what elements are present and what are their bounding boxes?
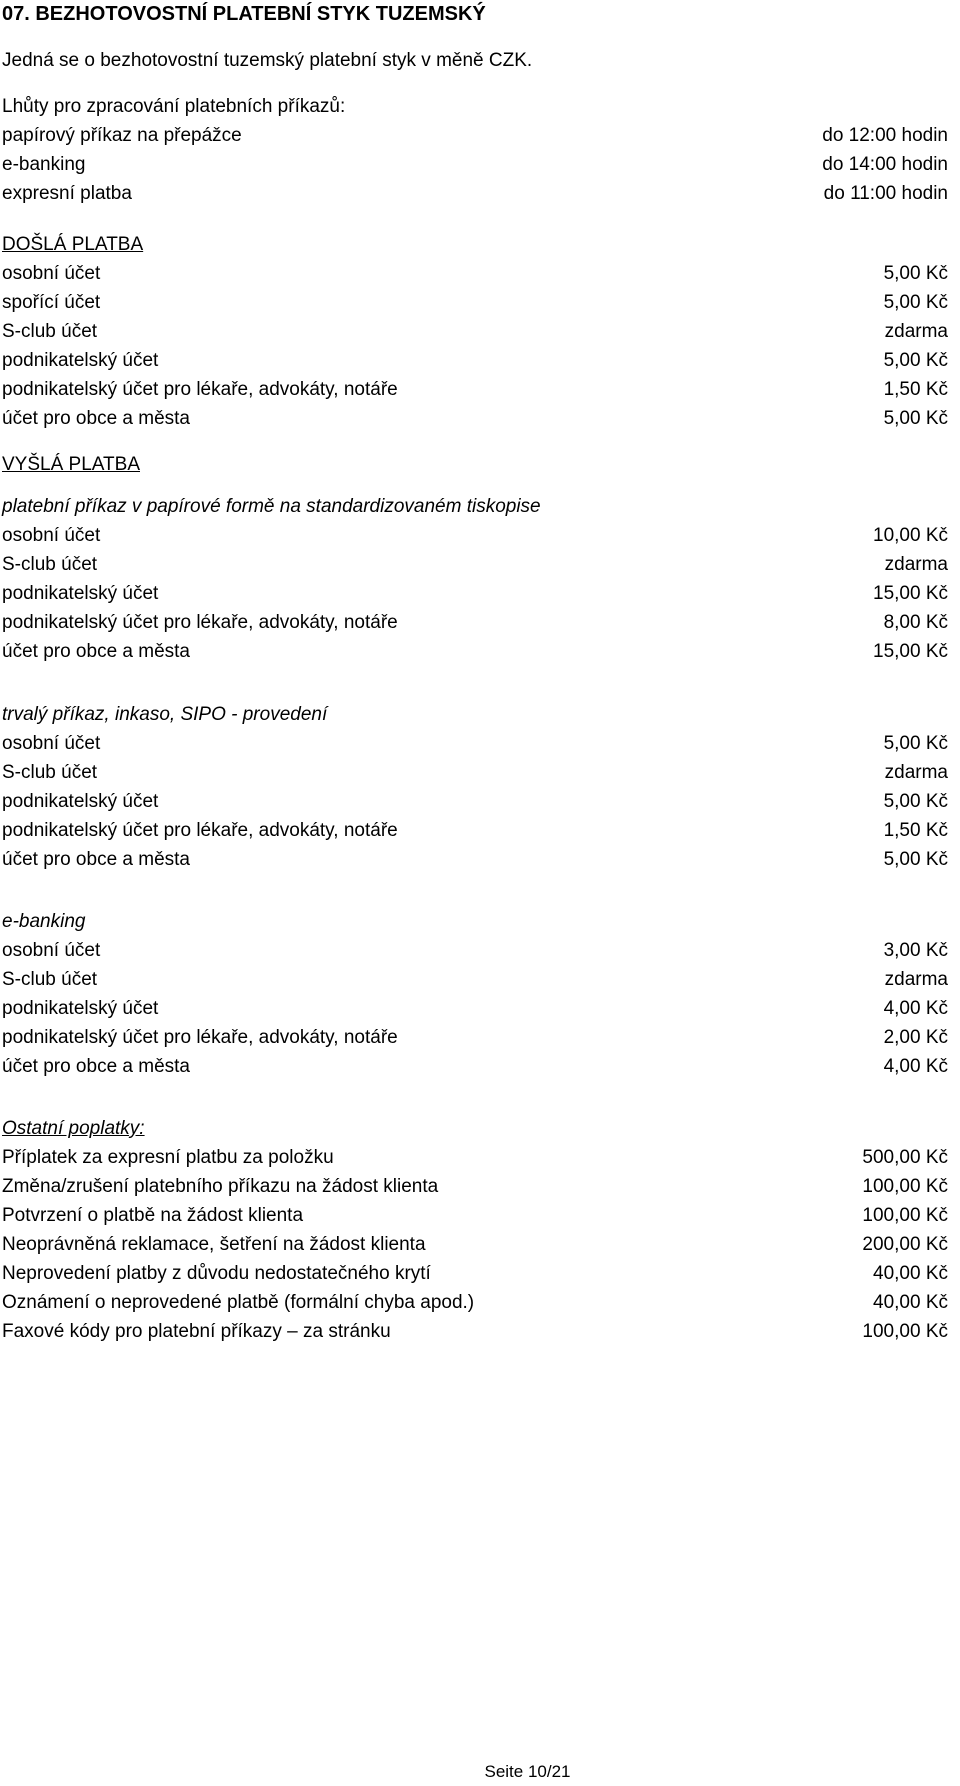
deadline-row: [2, 179, 948, 208]
fee-value: 5,00 Kč: [883, 350, 948, 371]
page-number-text: Seite 10/21: [484, 1762, 571, 1781]
fee-label: Neprovedení platby z důvodu nedostatečného krytí: [2, 1263, 431, 1284]
fee-row: [2, 346, 948, 375]
deadline-value: do 11:00 hodin: [823, 183, 948, 204]
fee-row: [2, 729, 948, 758]
fee-label: osobní účet: [2, 733, 101, 754]
fee-label: S-club účet: [2, 321, 98, 342]
outgoing-block: [2, 450, 948, 479]
page-number: [0, 1762, 960, 1782]
fee-label: podnikatelský účet: [2, 583, 159, 604]
deadline-value: do 12:00 hodin: [822, 125, 948, 146]
fee-value: 40,00 Kč: [873, 1263, 948, 1284]
fee-value: zdarma: [884, 969, 948, 990]
fee-label: podnikatelský účet pro lékaře, advokáty, notáře: [2, 1027, 398, 1048]
ebanking-heading: e-banking: [2, 911, 86, 932]
fee-row: [2, 845, 948, 874]
fee-row: [2, 936, 948, 965]
fee-value: 2,00 Kč: [883, 1027, 948, 1048]
outgoing-heading: VYŠLÁ PLATBA: [2, 454, 140, 475]
fee-value: 5,00 Kč: [883, 791, 948, 812]
other-fees-heading: Ostatní poplatky:: [2, 1118, 145, 1139]
fee-label: podnikatelský účet: [2, 791, 159, 812]
fee-label: podnikatelský účet: [2, 350, 159, 371]
fee-value: 4,00 Kč: [883, 1056, 948, 1077]
fee-label: Oznámení o neprovedené platbě (formální chyba apod.): [2, 1292, 475, 1313]
fee-value: 1,50 Kč: [883, 820, 948, 841]
paper-order-heading: platební příkaz v papírové formě na standardizovaném tiskopise: [2, 496, 541, 517]
fee-value: 5,00 Kč: [883, 408, 948, 429]
other-fees-block: [2, 1114, 948, 1346]
fee-label: S-club účet: [2, 554, 98, 575]
fee-row: [2, 317, 948, 346]
fee-row: [2, 637, 948, 666]
fee-row: [2, 579, 948, 608]
fee-label: Neoprávněná reklamace, šetření na žádost klienta: [2, 1234, 426, 1255]
fee-row: [2, 375, 948, 404]
fee-label: podnikatelský účet pro lékaře, advokáty, notáře: [2, 820, 398, 841]
fee-value: 3,00 Kč: [883, 940, 948, 961]
fee-row: [2, 608, 948, 637]
fee-label: osobní účet: [2, 940, 101, 961]
fee-row: [2, 1201, 948, 1230]
fee-value: 15,00 Kč: [873, 583, 948, 604]
fee-value: 5,00 Kč: [883, 263, 948, 284]
fee-label: Změna/zrušení platebního příkazu na žádost klienta: [2, 1176, 439, 1197]
fee-row: [2, 758, 948, 787]
fee-label: účet pro obce a města: [2, 1056, 190, 1077]
fee-label: účet pro obce a města: [2, 408, 190, 429]
deadline-value: do 14:00 hodin: [822, 154, 948, 175]
fee-label: spořící účet: [2, 292, 101, 313]
fee-row: [2, 1288, 948, 1317]
fee-row: [2, 787, 948, 816]
fee-row: [2, 816, 948, 845]
fee-row: [2, 404, 948, 433]
fee-row: [2, 994, 948, 1023]
fee-label: Faxové kódy pro platební příkazy – za stránku: [2, 1321, 391, 1342]
ebanking-block: [2, 907, 948, 1081]
fee-row: [2, 965, 948, 994]
fee-row: [2, 288, 948, 317]
fee-value: zdarma: [884, 554, 948, 575]
fee-value: 500,00 Kč: [862, 1147, 948, 1168]
fee-value: 8,00 Kč: [883, 612, 948, 633]
fee-label: podnikatelský účet pro lékaře, advokáty, notáře: [2, 379, 398, 400]
intro-text: Jedná se o bezhotovostní tuzemský platební styk v měně CZK.: [2, 50, 533, 71]
fee-label: S-club účet: [2, 969, 98, 990]
fee-label: podnikatelský účet pro lékaře, advokáty, notáře: [2, 612, 398, 633]
fee-value: 5,00 Kč: [883, 292, 948, 313]
fee-label: podnikatelský účet: [2, 998, 159, 1019]
incoming-block: [2, 230, 948, 433]
fee-value: 15,00 Kč: [873, 641, 948, 662]
fee-label: Potvrzení o platbě na žádost klienta: [2, 1205, 304, 1226]
deadline-label: expresní platba: [2, 183, 132, 204]
deadlines-block: [2, 92, 948, 208]
incoming-heading: DOŠLÁ PLATBA: [2, 234, 144, 255]
fee-value: zdarma: [884, 321, 948, 342]
fee-value: 100,00 Kč: [862, 1176, 948, 1197]
paper-order-block: [2, 492, 948, 666]
fee-row: [2, 1230, 948, 1259]
fee-label: účet pro obce a města: [2, 849, 190, 870]
section-title: 07. BEZHOTOVOSTNÍ PLATEBNÍ STYK TUZEMSKÝ: [2, 3, 486, 25]
standing-order-block: [2, 700, 948, 874]
fee-value: 4,00 Kč: [883, 998, 948, 1019]
fee-row: [2, 1172, 948, 1201]
deadline-row: [2, 121, 948, 150]
fee-row: [2, 550, 948, 579]
fee-value: zdarma: [884, 762, 948, 783]
deadline-label: e-banking: [2, 154, 86, 175]
fee-value: 40,00 Kč: [873, 1292, 948, 1313]
fee-row: [2, 521, 948, 550]
fee-row: [2, 1052, 948, 1081]
fee-row: [2, 259, 948, 288]
fee-row: [2, 1143, 948, 1172]
fee-row: [2, 1259, 948, 1288]
fee-label: Příplatek za expresní platbu za položku: [2, 1147, 334, 1168]
fee-value: 1,50 Kč: [883, 379, 948, 400]
fee-value: 100,00 Kč: [862, 1205, 948, 1226]
deadlines-heading: Lhůty pro zpracování platebních příkazů:: [2, 96, 346, 117]
fee-label: osobní účet: [2, 525, 101, 546]
fee-label: účet pro obce a města: [2, 641, 190, 662]
fee-value: 10,00 Kč: [873, 525, 948, 546]
fee-label: osobní účet: [2, 263, 101, 284]
fee-row: [2, 1317, 948, 1346]
fee-value: 5,00 Kč: [883, 849, 948, 870]
fee-row: [2, 1023, 948, 1052]
fee-value: 100,00 Kč: [862, 1321, 948, 1342]
deadline-label: papírový příkaz na přepážce: [2, 125, 242, 146]
fee-label: S-club účet: [2, 762, 98, 783]
fee-value: 5,00 Kč: [883, 733, 948, 754]
standing-order-heading: trvalý příkaz, inkaso, SIPO - provedení: [2, 704, 328, 725]
deadline-row: [2, 150, 948, 179]
fee-value: 200,00 Kč: [862, 1234, 948, 1255]
